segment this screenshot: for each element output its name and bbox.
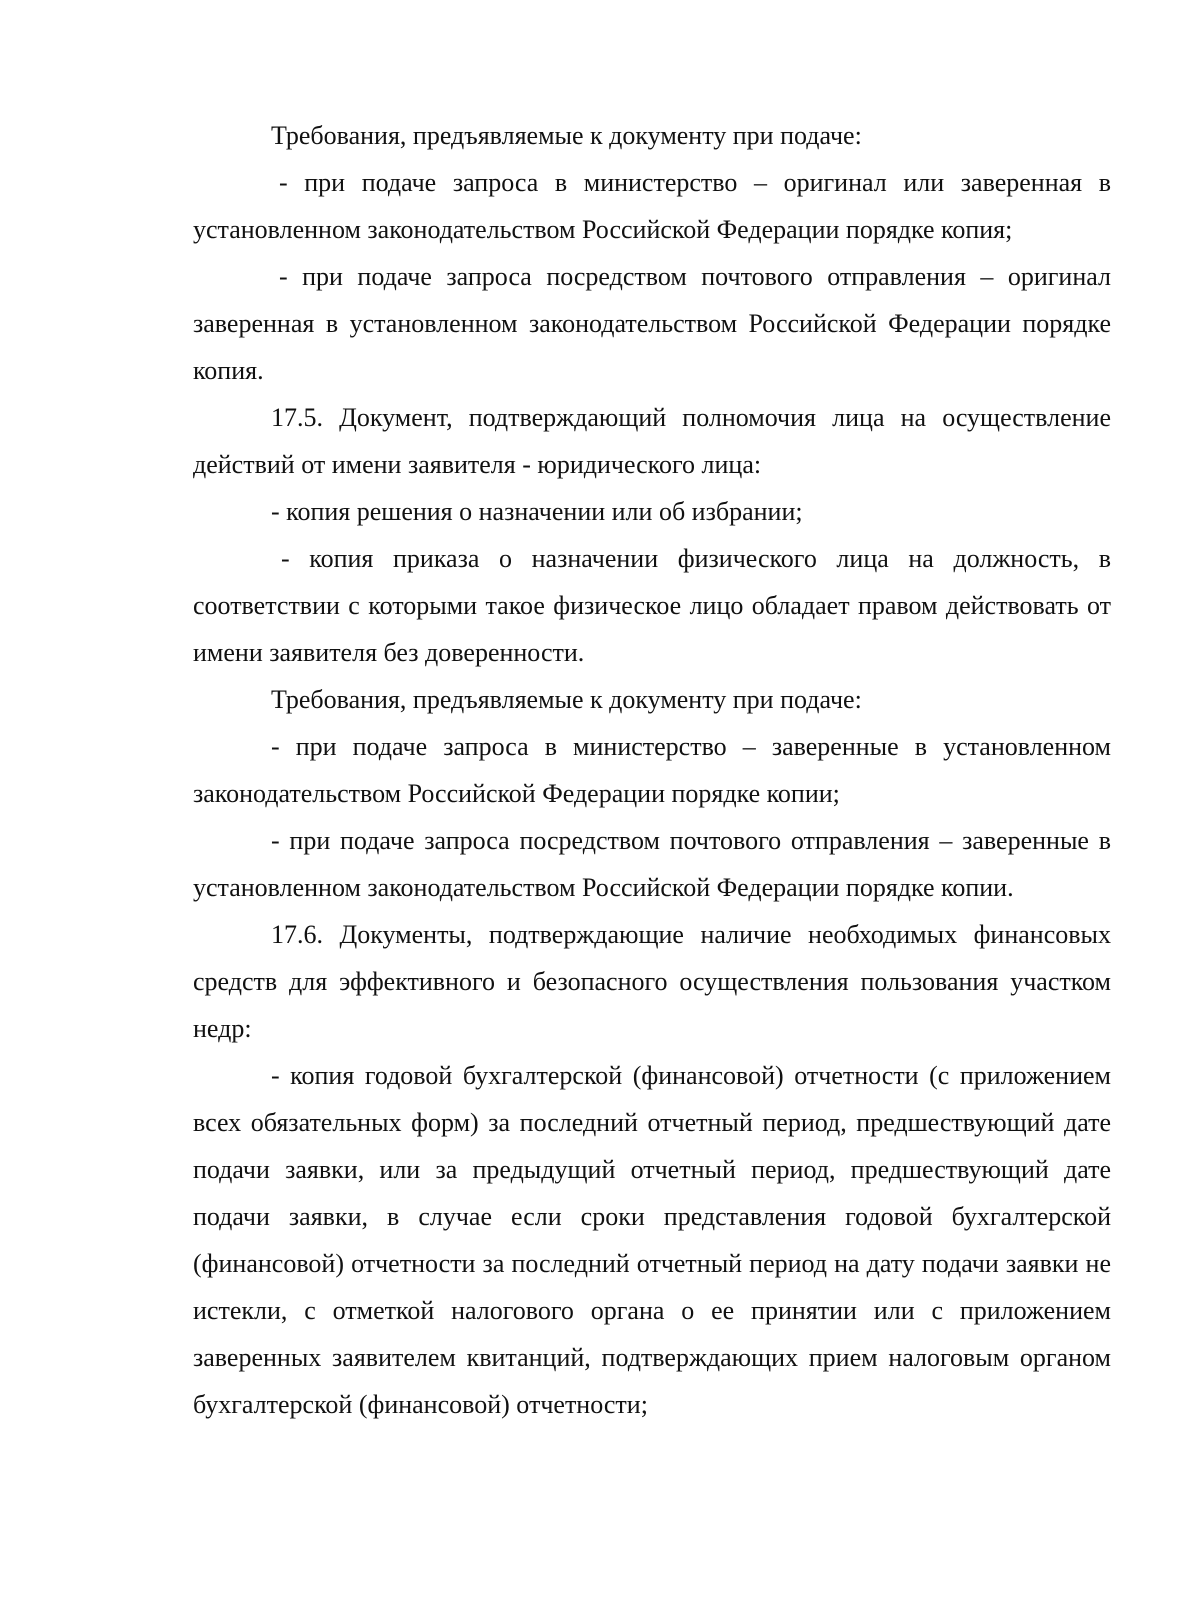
paragraph-appointment-order: - копия приказа о назначении физического лица на должность, в соответствии с которыми такое физическое лицо обладает правом действовать от имени заявителя без доверенности. [193, 544, 1111, 667]
paragraph-requirements-heading-2: Требования, предъявляемые к документу при подаче: [271, 685, 862, 714]
paragraph-requirements-heading-1: Требования, предъявляемые к документу при подаче: [271, 121, 862, 150]
paragraph-section-17-6: 17.6. Документы, подтверждающие наличие необходимых финансовых средств для эффективного и безопасного осуществления пользования участком недр: [193, 920, 1111, 1043]
paragraph-ministry-request-2: - при подаче запроса в министерство – заверенные в установленном законодательством Российской Федерации порядке копии; [193, 732, 1111, 808]
paragraph-ministry-request-1: - при подаче запроса в министерство – оригинал или заверенная в установленном законодательством Российской Федерации порядке копия; [193, 168, 1111, 244]
paragraph-postal-request-2: - при подаче запроса посредством почтового отправления – заверенные в установленном законодательством Российской Федерации порядке копии. [193, 826, 1111, 902]
paragraph-postal-request-1: - при подаче запроса посредством почтового отправления – оригинал заверенная в установленном законодательством Российской Федерации порядке копия. [193, 262, 1111, 385]
paragraph-financial-statements: - копия годовой бухгалтерской (финансовой) отчетности (с приложением всех обязательных форм) за последний отчетный период, предшествующий дате подачи заявки, или за предыдущий отчетный период, предшествующий дате подачи заявки, в случае если сроки представления годовой бухгалтерской (финансовой) отчетности за последний отчетный период на дату подачи заявки не истекли, с отметкой налогового органа о ее принятии или с приложением заверенных заявителем квитанций, подтверждающих прием налоговым органом бухгалтерской (финансовой) отчетности; [193, 1061, 1111, 1419]
document-body [193, 112, 1111, 1428]
paragraph-appointment-decision: - копия решения о назначении или об избрании; [271, 497, 803, 526]
paragraph-section-17-5: 17.5. Документ, подтверждающий полномочия лица на осуществление действий от имени заявителя - юридического лица: [193, 403, 1111, 479]
